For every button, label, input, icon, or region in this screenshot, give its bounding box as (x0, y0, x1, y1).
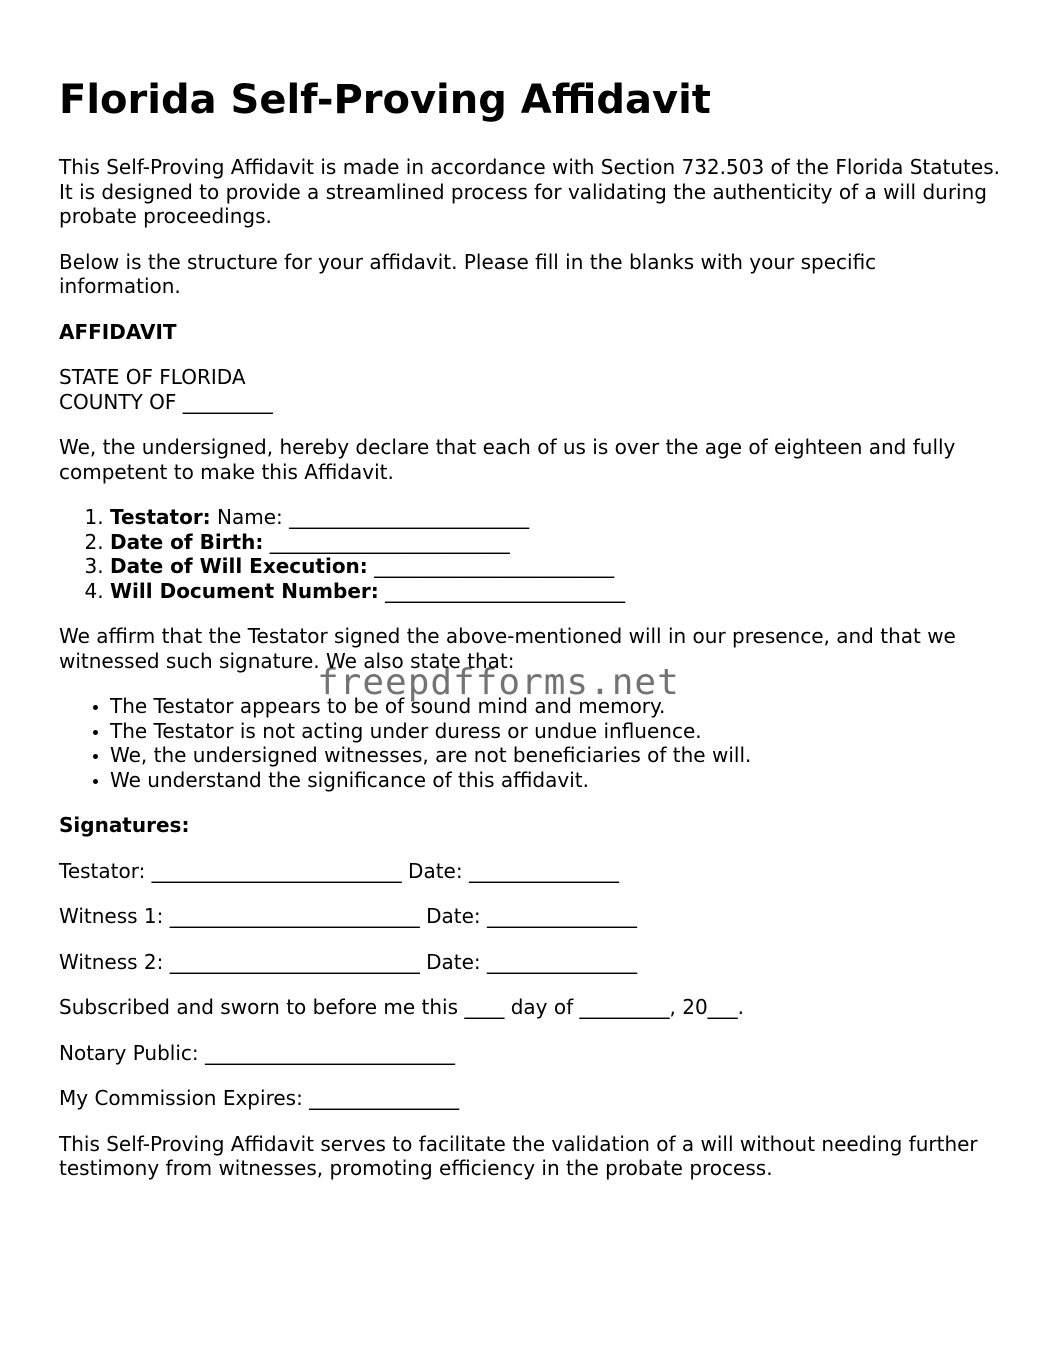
numbered-list (59, 505, 1004, 603)
bullet-item: • We understand the significance of this affidavit. (110, 768, 1004, 793)
document-page (59, 72, 1004, 1202)
venue-block (59, 365, 1004, 414)
item-label: Testator: (110, 505, 211, 529)
list-item-date-of-birth (110, 530, 1004, 555)
bullet-item: • The Testator appears to be of sound mind and memory. (110, 694, 1004, 719)
item-label: Date of Birth: (110, 529, 264, 554)
affidavit-heading: AFFIDAVIT (59, 319, 177, 344)
intro-paragraph: This Self-Proving Affidavit is made in accordance with Section 732.503 of the Florida Statutes. It is designed to provide a streamlined process for validating the authenticity of a will during probate proceedings. (59, 155, 1000, 228)
item-label: Date of Will Execution: (110, 554, 368, 578)
bullet-item: • The Testator is not acting under duress or undue influence. (110, 719, 1004, 744)
commission-line: My Commission Expires: _______________ (59, 1086, 460, 1110)
witness-2-signature-line: Witness 2: _________________________ Date: _______________ (59, 949, 637, 974)
item-blank: ________________________ (367, 554, 615, 578)
item-blank: ________________________ (378, 578, 626, 603)
witness-1-signature-line: Witness 1: _________________________ Date: _______________ (59, 904, 637, 928)
list-item-date-of-will-execution (110, 554, 1004, 579)
watermark: freepdfforms.net (317, 662, 680, 703)
item-blank: Name: ________________________ (210, 505, 530, 529)
state-line: STATE OF FLORIDA (59, 365, 246, 389)
signatures-heading: Signatures: (59, 813, 190, 837)
list-item-testator (110, 505, 1004, 530)
affirmation-paragraph: We affirm that the Testator signed the above-mentioned will in our presence, and that we witnessed such signature. We also state that: (59, 624, 956, 673)
page-title: Florida Self-Proving Affidavit (59, 77, 711, 123)
closing-paragraph: This Self-Proving Affidavit serves to facilitate the validation of a will without needing further testimony from witnesses, promoting efficiency in the probate process. (59, 1131, 978, 1180)
statement-bullets (59, 694, 1004, 792)
item-blank: ________________________ (263, 529, 510, 554)
list-item-will-document-number (110, 579, 1004, 604)
notary-line: Notary Public: _________________________ (59, 1040, 455, 1065)
testator-signature-line: Testator: _________________________ Date: _______________ (59, 858, 619, 883)
sworn-line: Subscribed and sworn to before me this ____ day of _________, 20___. (59, 995, 745, 1019)
declaration-paragraph: We, the undersigned, hereby declare that each of us is over the age of eighteen and fully competent to make this Affidavit. (59, 435, 956, 484)
instructions-paragraph: Below is the structure for your affidavit. Please fill in the blanks with your specific information. (59, 249, 877, 298)
item-label: Will Document Number: (110, 578, 379, 603)
bullet-item: • We, the undersigned witnesses, are not beneficiaries of the will. (110, 743, 1004, 768)
county-line: COUNTY OF _________ (59, 389, 273, 414)
